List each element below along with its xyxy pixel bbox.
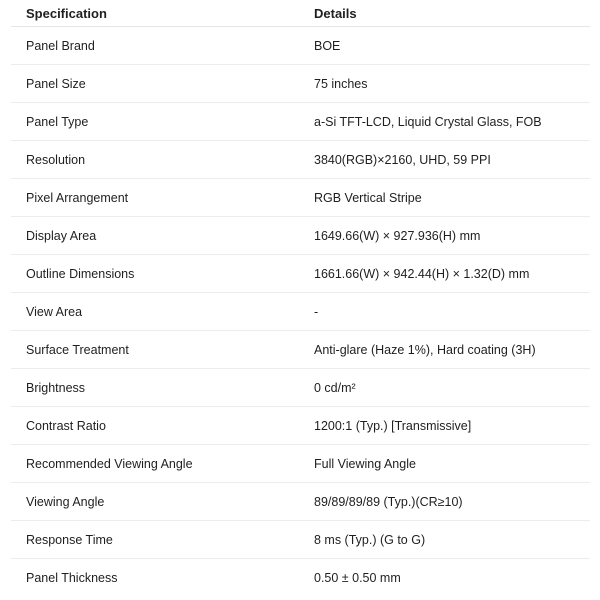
- spec-label: Pixel Arrangement: [11, 179, 299, 217]
- table-row: [11, 293, 590, 331]
- spec-value: a-Si TFT-LCD, Liquid Crystal Glass, FOB: [299, 103, 590, 141]
- spec-label: Panel Brand: [11, 27, 299, 65]
- header-details: Details: [299, 0, 590, 27]
- spec-value: BOE: [299, 27, 590, 65]
- spec-value: RGB Vertical Stripe: [299, 179, 590, 217]
- spec-label: Panel Type: [11, 103, 299, 141]
- table-row: [11, 217, 590, 255]
- spec-value: 89/89/89/89 (Typ.)(CR≥10): [299, 483, 590, 521]
- spec-table: [11, 0, 590, 596]
- spec-value: 3840(RGB)×2160, UHD, 59 PPI: [299, 141, 590, 179]
- spec-label: View Area: [11, 293, 299, 331]
- spec-label: Contrast Ratio: [11, 407, 299, 445]
- spec-label: Panel Size: [11, 65, 299, 103]
- table-header-row: [11, 0, 590, 27]
- spec-value: 8 ms (Typ.) (G to G): [299, 521, 590, 559]
- table-row: [11, 521, 590, 559]
- spec-label: Viewing Angle: [11, 483, 299, 521]
- spec-value: 1649.66(W) × 927.936(H) mm: [299, 217, 590, 255]
- table-row: [11, 179, 590, 217]
- spec-label: Surface Treatment: [11, 331, 299, 369]
- spec-value: 75 inches: [299, 65, 590, 103]
- spec-value: Anti-glare (Haze 1%), Hard coating (3H): [299, 331, 590, 369]
- spec-label: Recommended Viewing Angle: [11, 445, 299, 483]
- table-row: [11, 103, 590, 141]
- table-row: [11, 445, 590, 483]
- spec-label: Response Time: [11, 521, 299, 559]
- table-row: [11, 65, 590, 103]
- spec-value: -: [299, 293, 590, 331]
- spec-value: 0 cd/m²: [299, 369, 590, 407]
- table-row: [11, 407, 590, 445]
- spec-value: 1200:1 (Typ.) [Transmissive]: [299, 407, 590, 445]
- spec-value: 1661.66(W) × 942.44(H) × 1.32(D) mm: [299, 255, 590, 293]
- spec-label: Brightness: [11, 369, 299, 407]
- table-row: [11, 255, 590, 293]
- header-specification: Specification: [11, 0, 299, 27]
- table-row: [11, 141, 590, 179]
- spec-label: Panel Thickness: [26, 570, 118, 585]
- table-row: [11, 369, 590, 407]
- spec-label: Resolution: [11, 141, 299, 179]
- table-row: [11, 331, 590, 369]
- table-row: [11, 27, 590, 65]
- spec-value: 0.50 ± 0.50 mm: [314, 570, 401, 585]
- spec-value: Full Viewing Angle: [299, 445, 590, 483]
- spec-label: Outline Dimensions: [11, 255, 299, 293]
- table-row: [11, 483, 590, 521]
- table-row: [11, 559, 590, 597]
- spec-label: Display Area: [11, 217, 299, 255]
